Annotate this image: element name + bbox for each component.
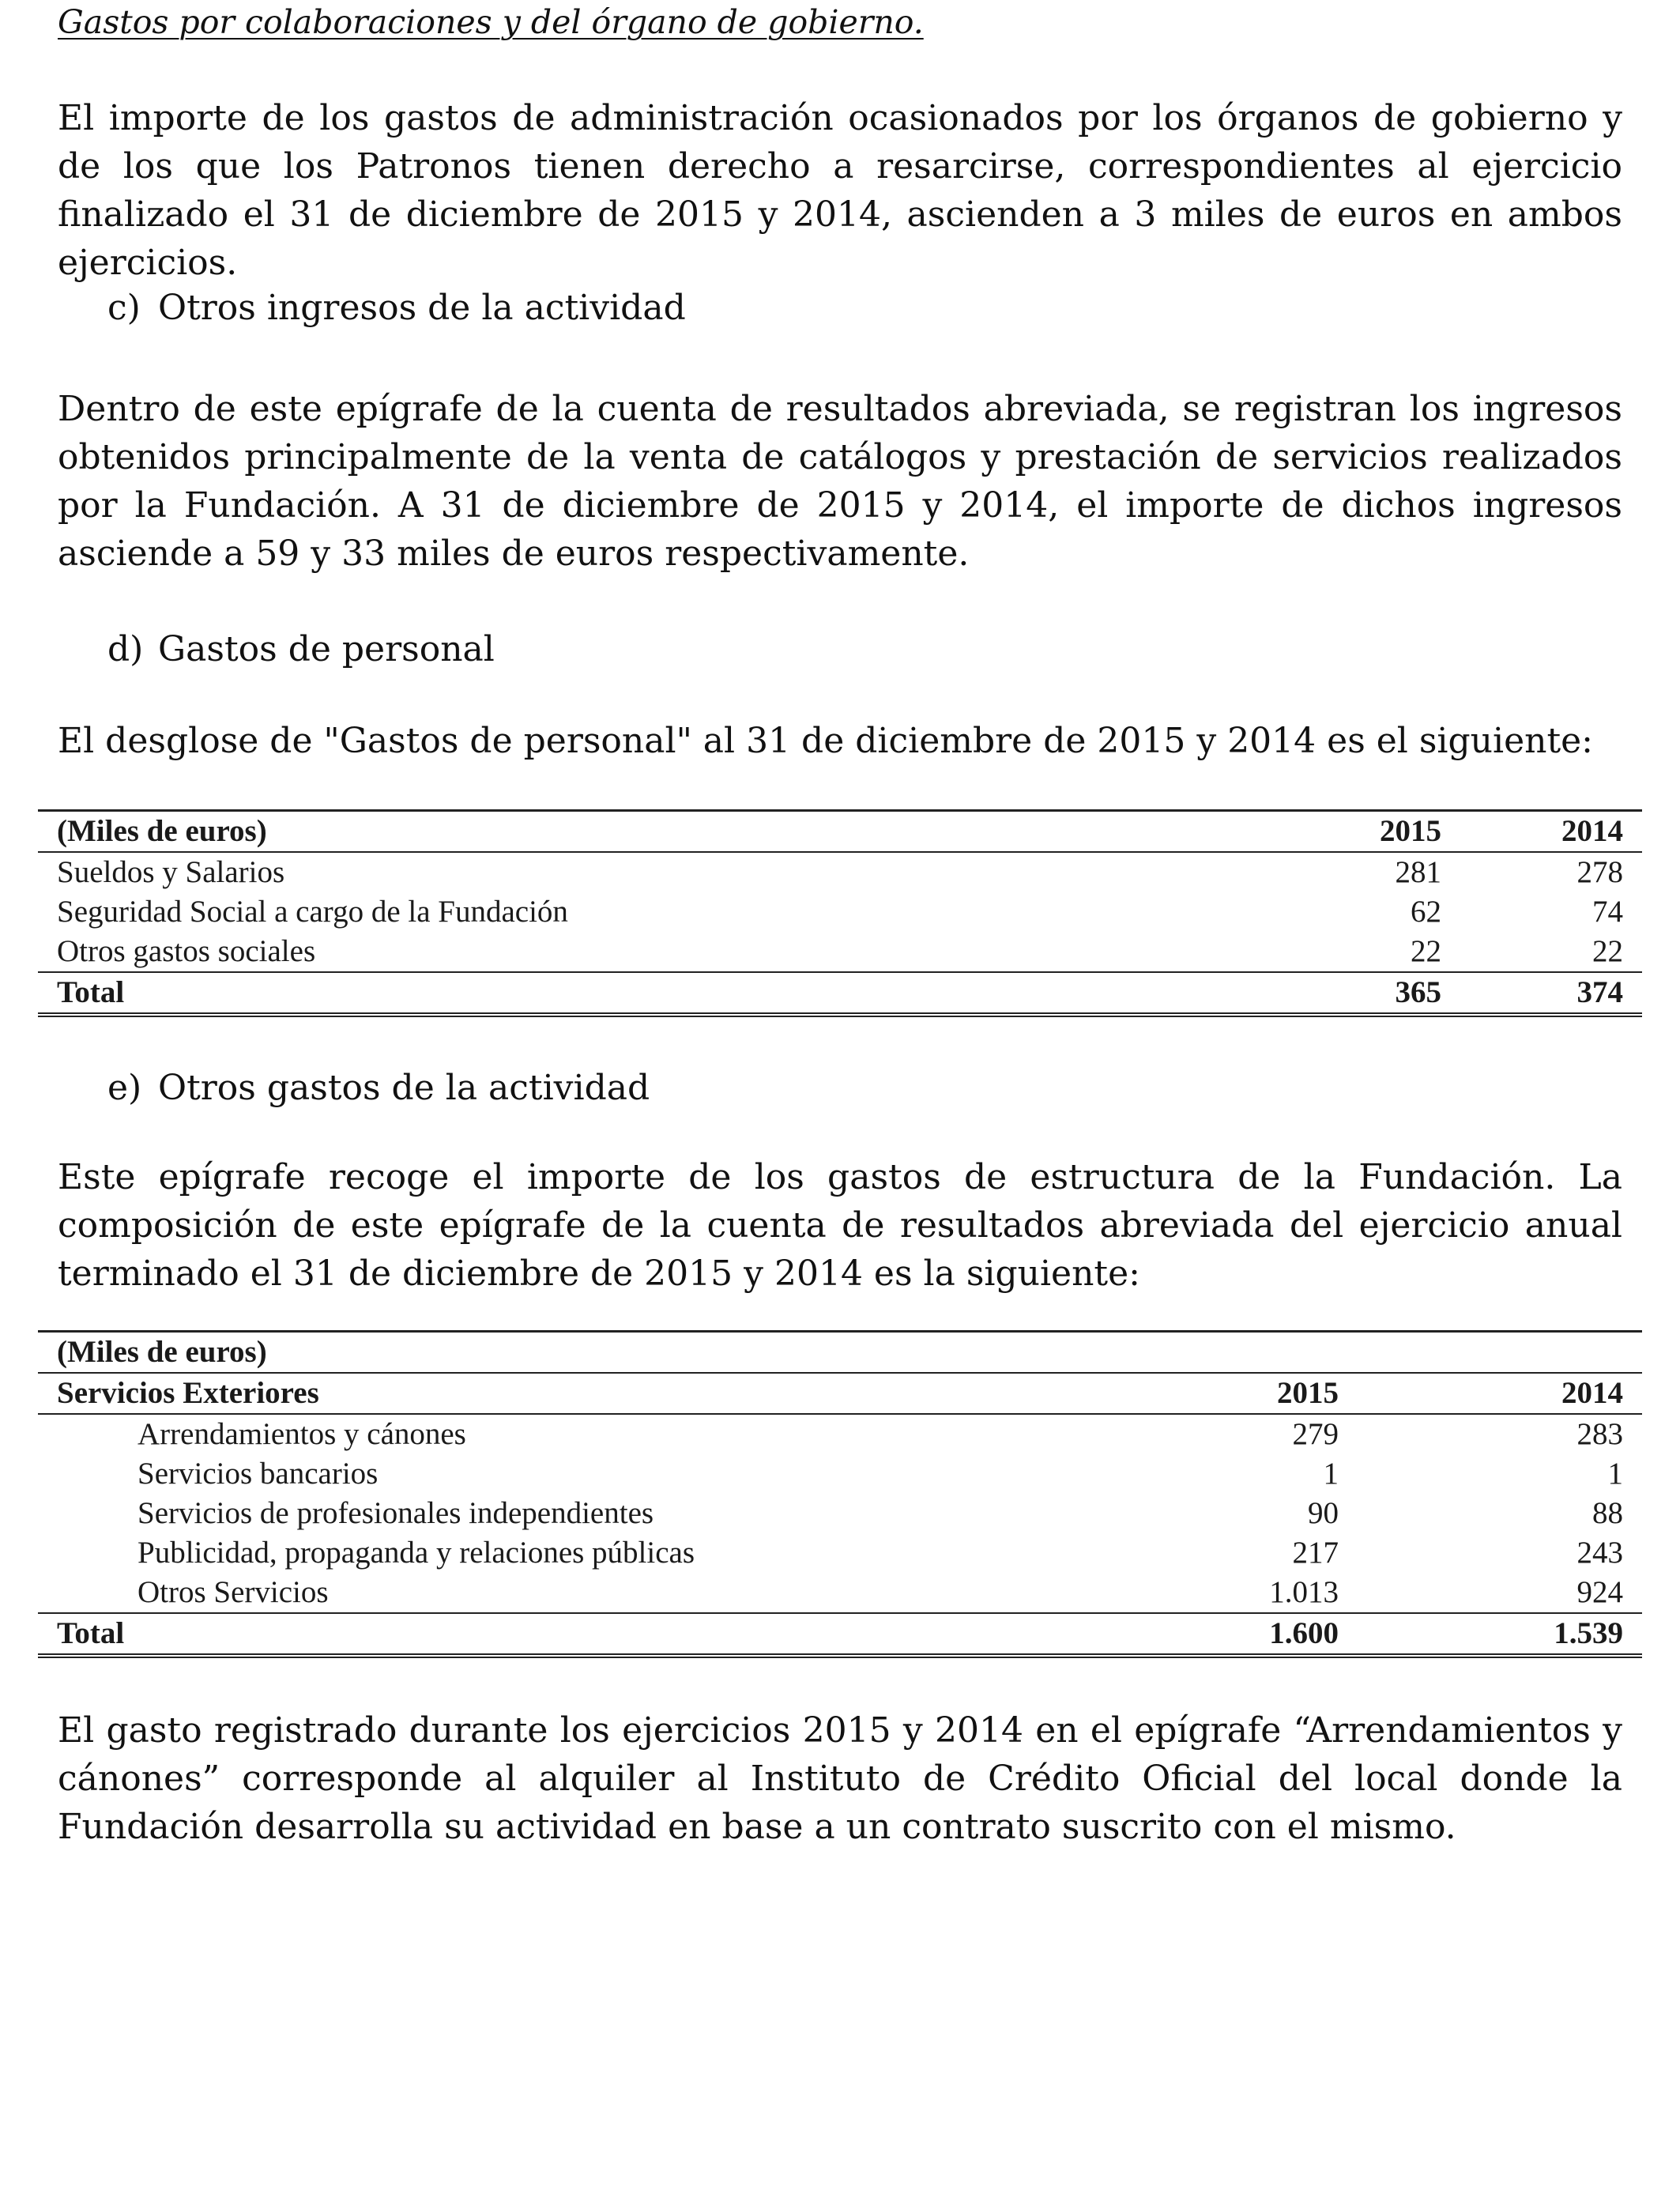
table-header-row bbox=[38, 1373, 1642, 1414]
table-unit-row bbox=[38, 1332, 1642, 1374]
paragraph-gastos-administracion: El importe de los gastos de administración ocasionados por los órganos de gobierno y de los que los Patronos tienen derecho a resarcirse, correspondientes al ejercicio finalizado el 31 de diciembre de 2015 y 2014, ascienden a 3 miles de euros en ambos ejercicios. bbox=[58, 98, 1622, 283]
table-header-cell: 2015 bbox=[1144, 1373, 1358, 1414]
table-header-cell: 2014 bbox=[1460, 811, 1642, 853]
subsection-title: Otros ingresos de la actividad bbox=[158, 288, 686, 328]
table-otros-gastos bbox=[38, 1330, 1642, 1658]
table-cell: Arrendamientos y cánones bbox=[137, 1417, 466, 1451]
table-row bbox=[38, 932, 1642, 972]
table-cell: Seguridad Social a cargo de la Fundación bbox=[57, 895, 568, 929]
table-header-row bbox=[38, 811, 1642, 853]
table-cell: 281 bbox=[1395, 855, 1441, 889]
table-header-cell: Servicios Exteriores bbox=[38, 1373, 1144, 1414]
subsection-title: Gastos de personal bbox=[158, 629, 495, 669]
table-total-label: Total bbox=[38, 1613, 1144, 1656]
table-cell: 90 bbox=[1308, 1496, 1339, 1530]
table-row bbox=[38, 1494, 1642, 1533]
table-cell: 88 bbox=[1592, 1496, 1623, 1530]
table-cell: Otros gastos sociales bbox=[57, 934, 316, 968]
table-total-row bbox=[38, 972, 1642, 1015]
table-cell: 22 bbox=[1592, 934, 1623, 968]
table-cell: Publicidad, propaganda y relaciones públicas bbox=[137, 1536, 695, 1570]
table-cell: 62 bbox=[1411, 895, 1441, 929]
paragraph-otros-gastos: Este epígrafe recoge el importe de los gastos de estructura de la Fundación. La composición de este epígrafe de la cuenta de resultados abreviada del ejercicio anual terminado el 31 de diciembre de 2015 y 2014 es la siguiente: bbox=[58, 1157, 1622, 1294]
subsection-letter: e) bbox=[107, 1068, 142, 1108]
table-row bbox=[38, 1573, 1642, 1613]
table-cell: 22 bbox=[1411, 934, 1441, 968]
table-row bbox=[38, 1533, 1642, 1573]
table-cell: 924 bbox=[1576, 1575, 1623, 1609]
table-cell: 243 bbox=[1576, 1536, 1623, 1570]
table-header-cell: (Miles de euros) bbox=[38, 811, 1271, 853]
section-heading-gastos-colaboraciones: Gastos por colaboraciones y del órgano de gobierno. bbox=[58, 3, 924, 41]
subsection-heading-otros-ingresos bbox=[107, 284, 686, 332]
table-total-row bbox=[38, 1613, 1642, 1656]
paragraph-otros-ingresos: Dentro de este epígrafe de la cuenta de resultados abreviada, se registran los ingresos obtenidos principalmente de la venta de catálogos y prestación de servicios realizados por la Fundación. A 31 de diciembre de 2015 y 2014, el importe de dichos ingresos asciende a 59 y 33 miles de euros respectivamente. bbox=[58, 389, 1622, 574]
table-row bbox=[38, 892, 1642, 932]
paragraph-desglose-personal: El desglose de "Gastos de personal" al 31 de diciembre de 2015 y 2014 es el siguiente: bbox=[58, 721, 1594, 761]
table-header-cell: 2015 bbox=[1271, 811, 1460, 853]
table-cell: Sueldos y Salarios bbox=[57, 855, 285, 889]
subsection-letter: c) bbox=[107, 288, 141, 328]
table-cell: Otros Servicios bbox=[137, 1575, 329, 1609]
paragraph-arrendamientos: El gasto registrado durante los ejercicios 2015 y 2014 en el epígrafe “Arrendamientos y cánones” corresponde al alquiler al Instituto de Crédito Oficial del local donde la Fundación desarrolla su actividad en base a un contrato suscrito con el mismo. bbox=[58, 1710, 1622, 1847]
table-row bbox=[38, 852, 1642, 892]
table-gastos-personal bbox=[38, 809, 1642, 1017]
table-header-cell: 2014 bbox=[1358, 1373, 1642, 1414]
subsection-heading-gastos-personal bbox=[107, 625, 495, 673]
table-cell: 1.013 bbox=[1269, 1575, 1339, 1609]
table-cell: 1 bbox=[1607, 1457, 1623, 1491]
table-cell: Servicios de profesionales independientes bbox=[137, 1496, 654, 1530]
table-total-cell: 1.539 bbox=[1358, 1613, 1642, 1656]
table-total-label: Total bbox=[38, 972, 1271, 1015]
table-unit-label: (Miles de euros) bbox=[38, 1332, 1144, 1374]
table-cell: 217 bbox=[1292, 1536, 1339, 1570]
subsection-letter: d) bbox=[107, 629, 144, 669]
table-cell: 1 bbox=[1323, 1457, 1339, 1491]
subsection-title: Otros gastos de la actividad bbox=[158, 1068, 650, 1108]
table-row bbox=[38, 1454, 1642, 1494]
subsection-heading-otros-gastos bbox=[107, 1064, 650, 1112]
table-total-cell: 1.600 bbox=[1144, 1613, 1358, 1656]
table-cell: 279 bbox=[1292, 1417, 1339, 1451]
table-row bbox=[38, 1414, 1642, 1454]
table-total-cell: 365 bbox=[1271, 972, 1460, 1015]
table-cell: 74 bbox=[1592, 895, 1623, 929]
table-cell: 278 bbox=[1576, 855, 1623, 889]
table-cell: 283 bbox=[1576, 1417, 1623, 1451]
table-total-cell: 374 bbox=[1460, 972, 1642, 1015]
table-cell: Servicios bancarios bbox=[137, 1457, 379, 1491]
